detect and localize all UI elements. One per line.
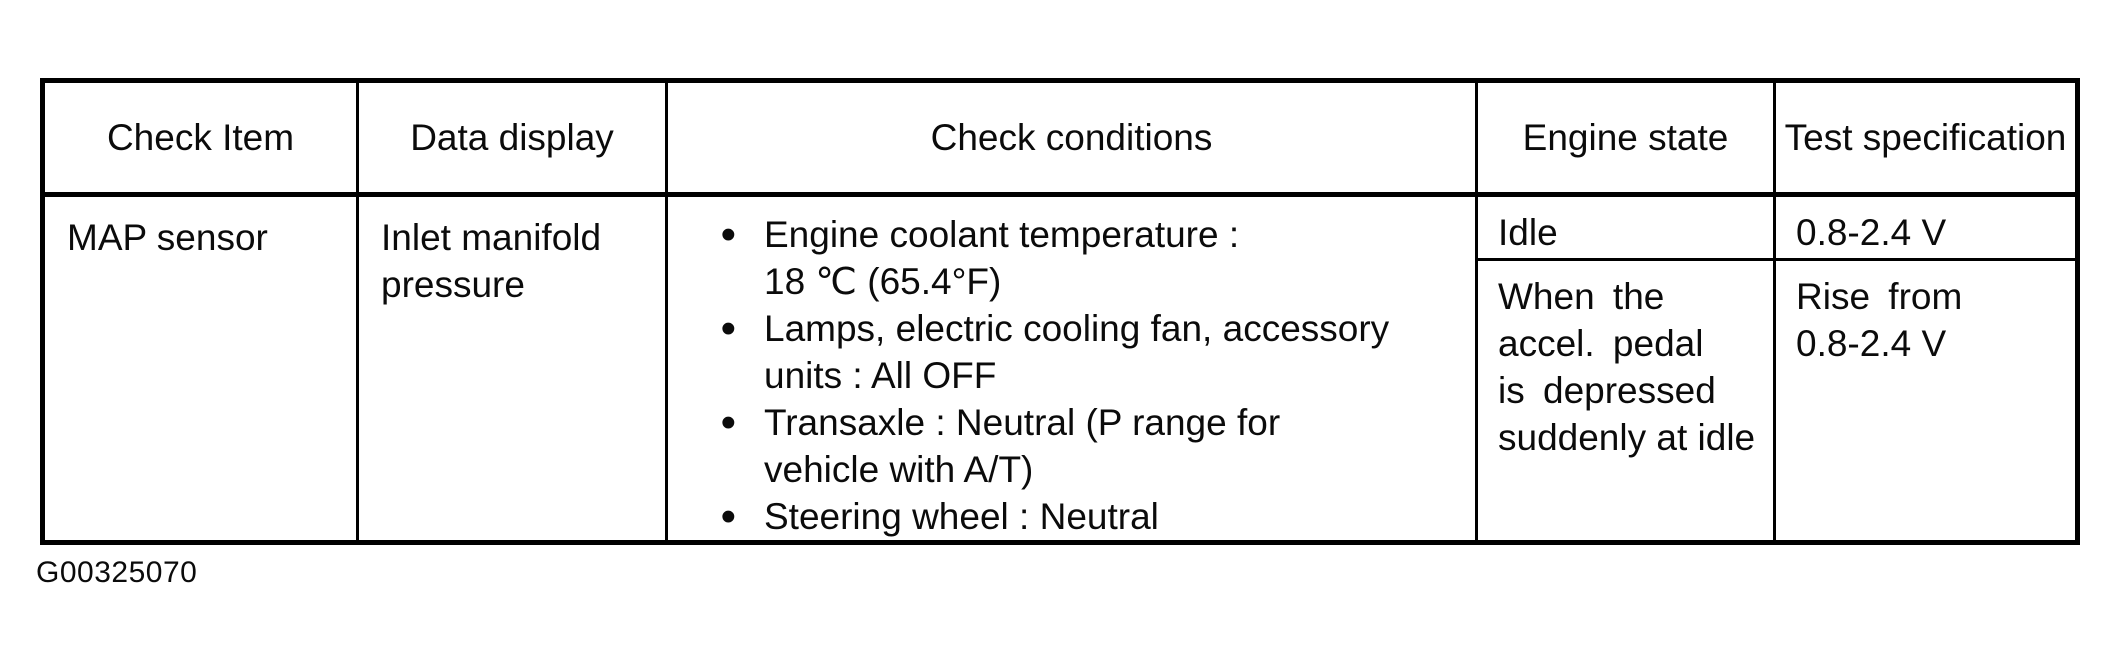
- condition-item-transaxle: [668, 399, 1467, 493]
- condition-item-coolant: [668, 211, 1467, 305]
- condition-text: [764, 305, 1467, 399]
- engine-state-line: accel. pedal: [1498, 323, 1704, 364]
- header-test-specification: Test specification: [1775, 81, 2078, 195]
- condition-text: [764, 493, 1467, 540]
- cell-test-spec-accel: [1775, 260, 2078, 543]
- condition-line: Lamps, electric cooling fan, accessory: [764, 308, 1390, 349]
- header-engine-state: Engine state: [1477, 81, 1775, 195]
- engine-state-line: Idle: [1498, 212, 1558, 253]
- condition-text: [764, 211, 1467, 305]
- cell-check-item: [43, 195, 358, 543]
- cell-engine-state-accel: [1477, 260, 1775, 543]
- condition-line: vehicle with A/T): [764, 449, 1034, 490]
- diagnostic-spec-table: [40, 78, 2080, 545]
- bullet-icon: •: [720, 492, 736, 541]
- test-spec-line: Rise from: [1796, 276, 1963, 317]
- condition-item-lamps: [668, 305, 1467, 399]
- cell-check-conditions: [667, 195, 1477, 543]
- engine-state-line: suddenly at idle: [1498, 417, 1756, 458]
- condition-item-steering: [668, 493, 1467, 540]
- engine-state-line: When the: [1498, 276, 1665, 317]
- data-display-line-2: pressure: [381, 264, 525, 305]
- engine-state-line: is depressed: [1498, 370, 1716, 411]
- bullet-icon: •: [720, 210, 736, 259]
- test-spec-line: 0.8-2.4 V: [1796, 323, 1947, 364]
- condition-line: units : All OFF: [764, 355, 997, 396]
- bullet-icon: •: [720, 304, 736, 353]
- cell-engine-state-idle: [1477, 195, 1775, 260]
- test-spec-line: 0.8-2.4 V: [1796, 212, 1947, 253]
- condition-line: 18 ℃ (65.4°F): [764, 261, 1002, 302]
- condition-line: Steering wheel : Neutral: [764, 496, 1159, 537]
- condition-text: [764, 399, 1467, 493]
- cell-data-display: [358, 195, 667, 543]
- condition-line: Transaxle : Neutral (P range for: [764, 402, 1281, 443]
- bullet-icon: •: [720, 398, 736, 447]
- table-header-row: [43, 81, 2078, 195]
- check-item-value: MAP sensor: [67, 217, 268, 258]
- data-display-line-1: Inlet manifold: [381, 217, 602, 258]
- figure-id: G00325070: [36, 556, 198, 589]
- header-data-display: Data display: [358, 81, 667, 195]
- cell-test-spec-idle: [1775, 195, 2078, 260]
- condition-line: Engine coolant temperature :: [764, 214, 1240, 255]
- header-check-conditions: Check conditions: [667, 81, 1477, 195]
- table-row-idle: [43, 195, 2078, 260]
- header-check-item: Check Item: [43, 81, 358, 195]
